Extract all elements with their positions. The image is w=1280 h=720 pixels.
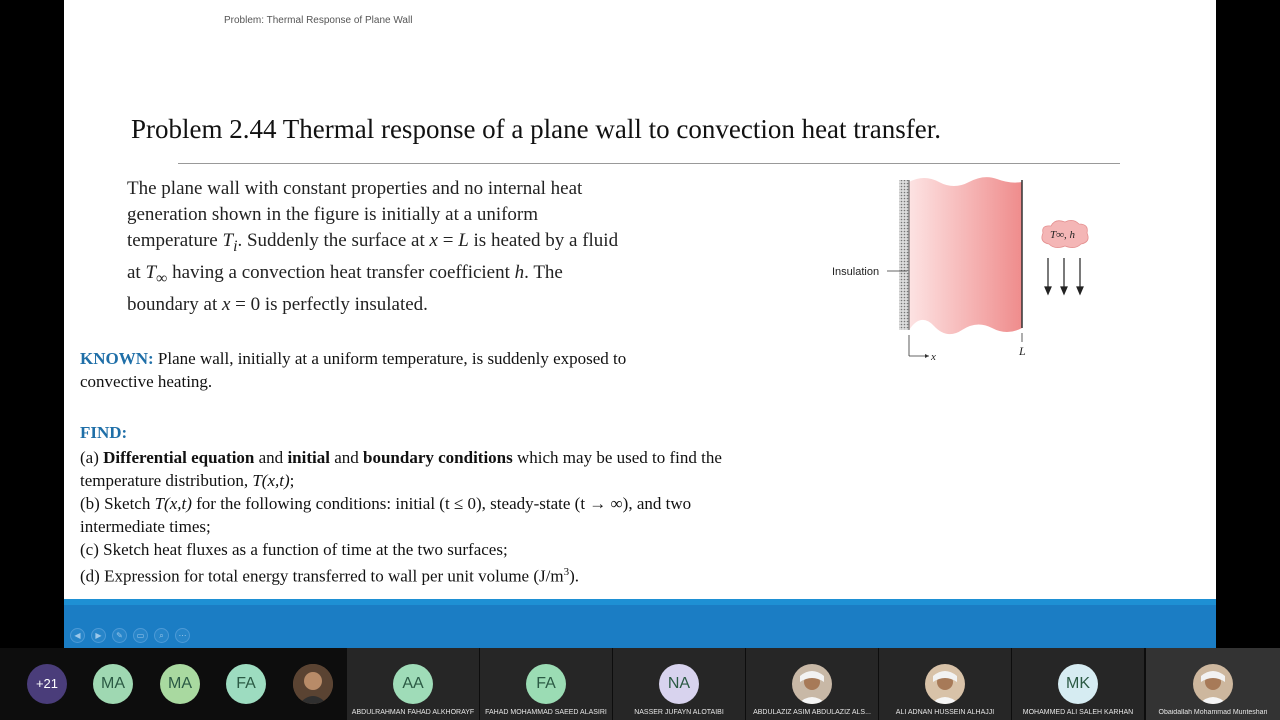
participant-tile[interactable] bbox=[613, 648, 745, 720]
convection-arrows bbox=[1045, 258, 1083, 294]
wall-body bbox=[909, 177, 1022, 334]
pen-icon[interactable]: ✎ bbox=[112, 628, 127, 643]
participants-strip bbox=[0, 648, 1280, 720]
more-icon[interactable]: ⋯ bbox=[175, 628, 190, 643]
known-label: KNOWN: bbox=[80, 349, 154, 368]
participant-avatar[interactable]: MA bbox=[93, 664, 133, 704]
insulation-hatch bbox=[899, 180, 909, 330]
title-divider bbox=[178, 163, 1120, 164]
find-item-b: (b) Sketch T(x,t) for the following conditions: initial (t ≤ 0), steady-state (t → ∞), and two intermediate times; bbox=[80, 494, 692, 536]
participant-avatar: FA bbox=[526, 664, 566, 704]
zoom-icon[interactable]: ⌕ bbox=[154, 628, 169, 643]
participant-avatar: AA bbox=[393, 664, 433, 704]
overflow-count[interactable]: +21 bbox=[27, 664, 67, 704]
known-section bbox=[80, 347, 640, 393]
participant-name: ALI ADNAN HUSSEIN ALHAJJI bbox=[895, 709, 995, 716]
participant-avatar: MK bbox=[1058, 664, 1098, 704]
slide-footer-band bbox=[64, 605, 1216, 648]
participant-avatar[interactable]: MA bbox=[160, 664, 200, 704]
participant-name: FAHAD MOHAMMAD SAEED ALASIRI bbox=[485, 709, 607, 716]
participant-photo bbox=[1193, 664, 1233, 704]
find-heading: FIND: bbox=[80, 423, 128, 442]
participant-avatar[interactable]: FA bbox=[226, 664, 266, 704]
find-item-a: (a) Differential equation and initial and boundary conditions which may be used to find the temperature distribution, T(x,t); bbox=[80, 448, 722, 490]
participant-name: NASSER JUFAYN ALOTAIBI bbox=[634, 709, 724, 716]
plane-wall-figure bbox=[819, 170, 1119, 370]
participant-photo bbox=[792, 664, 832, 704]
slide-toolbar bbox=[70, 628, 190, 643]
slides-icon[interactable]: ▭ bbox=[133, 628, 148, 643]
insulation-label: Insulation bbox=[832, 266, 880, 278]
participant-tile[interactable] bbox=[1012, 648, 1144, 720]
next-icon[interactable]: ▶ bbox=[91, 628, 106, 643]
participant-tile[interactable] bbox=[347, 648, 479, 720]
fluid-label: T∞, h bbox=[1050, 229, 1075, 241]
slide-title: Problem 2.44 Thermal response of a plane wall to convection heat transfer. bbox=[131, 114, 941, 144]
prev-icon[interactable]: ◀ bbox=[70, 628, 85, 643]
participant-tile[interactable] bbox=[746, 648, 878, 720]
participant-photo[interactable] bbox=[293, 664, 333, 704]
participant-avatar: NA bbox=[659, 664, 699, 704]
find-list bbox=[80, 446, 770, 588]
presentation-slide bbox=[64, 0, 1216, 648]
participant-name: ABDULAZIZ ASIM ABDULAZIZ ALS... bbox=[753, 709, 871, 716]
slide-header-label: Problem: Thermal Response of Plane Wall bbox=[224, 15, 413, 26]
participant-name: Obaidallah Mohammad Munteshari bbox=[1158, 709, 1268, 716]
participant-tile[interactable] bbox=[879, 648, 1011, 720]
participant-tile[interactable] bbox=[1146, 648, 1280, 720]
x-axis-label: x bbox=[931, 351, 936, 363]
participant-photo bbox=[925, 664, 965, 704]
participant-name: MOHAMMED ALI SALEH KARHAN bbox=[1022, 709, 1134, 716]
problem-statement: The plane wall with constant properties and no internal heat generation shown in the figure is initially at a uniform temperature $T_i$. Suddenly the surface at x = L is heated by a fluid at $T_\infty$ having a convection heat transfer coefficient h. The boundary at x = 0 is perfectly insulated. bbox=[127, 178, 619, 316]
participant-tile[interactable] bbox=[480, 648, 612, 720]
known-text: Plane wall, initially at a uniform temperature, is suddenly exposed to convective heating. bbox=[80, 349, 627, 391]
participant-name: ABDULRAHMAN FAHAD ALKHORAYF bbox=[351, 709, 475, 716]
x-axis-arrowhead bbox=[925, 354, 929, 358]
find-item-d: (d) Expression for total energy transferred to wall per unit volume $(J/m^3)$. bbox=[80, 566, 580, 586]
find-item-c: (c) Sketch heat fluxes as a function of time at the two surfaces; bbox=[80, 540, 508, 559]
L-label: L bbox=[1019, 344, 1026, 358]
